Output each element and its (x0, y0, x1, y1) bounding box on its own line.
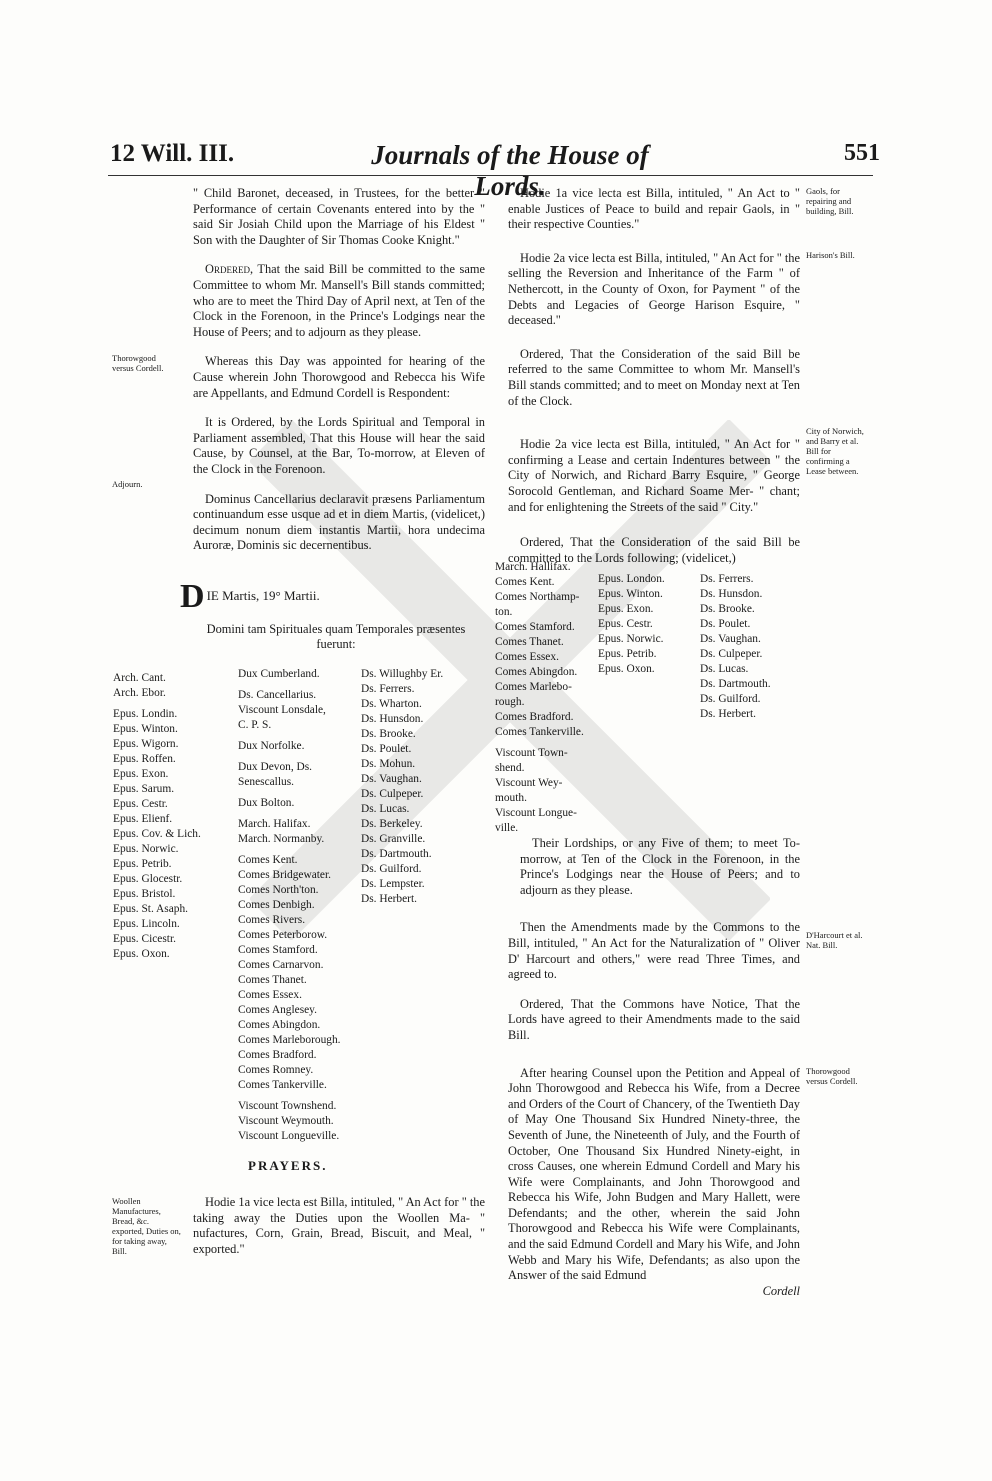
paragraph: Hodie 1a vice lecta est Billa, intituled, " An Act for " the taking away the Duties upon the Woollen Ma- " nufactures, Corn, Grain, Bread, Biscuit, and Meal, " exported." (193, 1195, 485, 1256)
lord-name: rough. (495, 696, 525, 708)
drop-cap: D (180, 578, 205, 615)
lord-name: Ds. Poulet. (700, 618, 751, 630)
lord-name: Epus. Exon. (113, 768, 169, 780)
paragraph-text: That the Consideration of the said Bill be referred to the same Committee to whom Mr. Mansell's Bill stands committed; and to meet on Monday next at Ten of the Clock. (508, 346, 801, 408)
lord-name: Epus. London. (598, 573, 665, 585)
lord-name: Epus. Elienf. (113, 813, 173, 825)
lord-name: Comes Peterborow. (238, 929, 328, 941)
ordered-lead: Ordered, (520, 535, 564, 550)
catchword: Cordell (762, 1283, 800, 1298)
lord-name: Epus. Cestr. (598, 618, 653, 630)
lord-name: Epus. Winton. (113, 723, 178, 735)
margin-note: Woollen Manufactures, Bread, &c. exported, Duties on, for taking away, Bill. (112, 1196, 181, 1256)
paragraph: Whereas this Day was appointed for hearing of the Cause wherein John Thorowgood and Rebecca his Wife are Appellants, and Edmund Cordell is Respondent: (193, 354, 485, 400)
lord-name: Epus. Oxon. (598, 663, 655, 675)
lord-name: March. Hallifax. (495, 561, 571, 573)
lord-name: March. Normanby. (238, 833, 325, 845)
paragraph-text: That the Commons have Notice, That the Lords have agreed to their Amendments made to the said Bill. (508, 996, 801, 1042)
paragraph: Their Lordships, or any Five of them; to meet To-morrow, at Ten of the Clock in the Forenoon, in the Prince's Lodgings near the House of Peers; and to adjourn as they please. (520, 836, 800, 897)
lord-name: Comes Romney. (238, 1064, 314, 1076)
lord-name: Ds. Dartmouth. (700, 678, 771, 690)
lord-name: Viscount Longueville. (238, 1130, 340, 1142)
lord-name: Comes Thanet. (495, 636, 564, 648)
lord-name: Ds. Lempster. (361, 878, 425, 890)
margin-note: Gaols, for repairing and building, Bill. (806, 186, 854, 216)
lord-name: Ds. Guilford. (361, 863, 422, 875)
paragraph: Hodie 1a vice lecta est Billa, intituled, " An Act to " enable Justices of Peace to build and repair Gaols, in " their respective Counties." (508, 186, 800, 232)
lord-name: Comes Tankerville. (238, 1079, 327, 1091)
lord-name: Comes Stamford. (238, 944, 318, 956)
lord-name: Epus. Roffen. (113, 753, 176, 765)
paragraph: Hodie 2a vice lecta est Billa, intituled, " An Act for " the selling the Reversion and Inheritance of the Farm " of Nethercott, in the County of Oxon, for Payment " of the Debts and Legacies of George Harison Esquire, " deceased." (508, 250, 800, 328)
lord-name: Epus. Londin. (113, 708, 178, 720)
paragraph-text: by the Lords Spiritual and Temporal in Parliament assembled, That this House will hear the said Cause, by Counsel, at the Bar, To-morrow, at Eleven of the Clock in the Forenoon. (193, 415, 485, 476)
left-column-bottom (193, 1195, 485, 1271)
lord-name: Ds. Willughby Er. (361, 668, 444, 680)
ordered-lead: It is Ordered, (205, 415, 275, 430)
die-heading (180, 578, 480, 615)
lord-name: Epus. Norwic. (113, 843, 179, 855)
lord-name: Epus. Bristol. (113, 888, 176, 900)
lord-name: Epus. Glocestr. (113, 873, 183, 885)
lord-name: Comes Essex. (495, 651, 559, 663)
lord-name: Ds. Dartmouth. (361, 848, 432, 860)
lords-present-list-2 (238, 667, 363, 1144)
regnal-year: 12 Will. III. (110, 140, 235, 167)
lord-name: Comes Bradford. (238, 1049, 317, 1061)
lord-name: Comes Rivers. (238, 914, 306, 926)
lord-name: Ds. Granville. (361, 833, 426, 845)
lord-name: Arch. Cant. (113, 672, 166, 684)
lord-name: Epus. Norwic. (598, 633, 664, 645)
header-rule (108, 175, 873, 176)
committee-list-2 (598, 572, 698, 677)
lord-name: Epus. Cov. & Lich. (113, 828, 201, 840)
lord-name: Comes North'ton. (238, 884, 319, 896)
lords-present-list-1 (113, 671, 238, 962)
lord-name: March. Halifax. (238, 818, 311, 830)
paragraph: Then the Amendments made by the Commons to the Bill, intituled, " An Act for the Naturalization of " Oliver D' Harcourt and others," were read Three Times, and agreed to. (508, 920, 800, 982)
margin-note: Harison's Bill. (806, 250, 855, 260)
lord-name: Viscount Lonsdale, (238, 704, 326, 716)
lord-name: Epus. St. Asaph. (113, 903, 188, 915)
lords-present-list-3 (361, 667, 486, 907)
right-column-lower (508, 836, 800, 1299)
lord-name: Comes Bradford. (495, 711, 574, 723)
lord-name: Ds. Ferrers. (361, 683, 415, 695)
page-number: 551 (844, 140, 880, 166)
margin-note: Adjourn. (112, 479, 143, 489)
lord-name: Ds. Vaughan. (700, 633, 761, 645)
lord-name: Epus. Lincoln. (113, 918, 180, 930)
lord-name: Epus. Petrib. (113, 858, 172, 870)
lord-name: Ds. Poulet. (361, 743, 412, 755)
lord-name: Comes Abingdon. (238, 1019, 321, 1031)
lord-name: Ds. Cancellarius. (238, 689, 317, 701)
lord-name: Comes Marlebo- (495, 681, 572, 693)
lord-name: Ds. Culpeper. (700, 648, 763, 660)
lord-name: Epus. Petrib. (598, 648, 657, 660)
paragraph: After hearing Counsel upon the Petition and Appeal of John Thorowgood and Rebecca his Wife, from a Decree and Orders of the Court of Chancery, of the Twentieth Day of May One Thousand Six Hundred Ninety-three, the Seventh of June, the Nineteenth of July, and the Fourth of October, One Thousand Six Hundred Ninety-eight, in cross Causes, one wherein Edmund Cordell and Mary his Wife were Complainants, and John Thorowgood and Rebecca his Wife, John Budgen and Mary Hallett, were Defendants; and the other, wherein the said John Thorowgood and Rebecca his Wife were Complainants, and the said Edmund Cordell and Mary his Wife, and John Webb and Mary his Wife, Defendants; as also upon the Answer of the said Edmund (508, 1065, 800, 1283)
lord-name: Dux Bolton. (238, 797, 295, 809)
paragraph-text: That the said Bill be committed to the same Committee to whom Mr. Mansell's Bill stands committed; who are to meet the Third Day of April next, at Ten of the Clock in the Forenoon, in the Prince's Lodgings near the House of Peers; and to adjourn as they please. (193, 262, 486, 339)
lord-name: Viscount Townshend. (238, 1100, 337, 1112)
paragraph (508, 997, 800, 1044)
lord-name: Ds. Berkeley. (361, 818, 423, 830)
lord-name: ton. (495, 606, 513, 618)
lord-name: Dux Norfolke. (238, 740, 305, 752)
lord-name: Viscount Wey- (495, 777, 563, 789)
lord-name: Comes Essex. (238, 989, 302, 1001)
lord-name: Epus. Cestr. (113, 798, 168, 810)
ordered-lead: Ordered, (205, 262, 254, 277)
committee-list-1 (495, 560, 600, 836)
lord-name: Ds. Herbert. (361, 893, 417, 905)
paragraph (193, 262, 485, 340)
lord-name: Epus. Oxon. (113, 948, 170, 960)
lord-name: Arch. Ebor. (113, 687, 166, 699)
lord-name: Comes Marleborough. (238, 1034, 341, 1046)
lord-name: Comes Northamp- (495, 591, 580, 603)
lord-name: Viscount Weymouth. (238, 1115, 334, 1127)
lord-name: Viscount Town- (495, 747, 568, 759)
lord-name: Epus. Exon. (598, 603, 654, 615)
lord-name: Ds. Brooke. (700, 603, 755, 615)
lord-name: Ds. Guilford. (700, 693, 761, 705)
lord-name: Epus. Winton. (598, 588, 663, 600)
lord-name: Comes Denbigh. (238, 899, 315, 911)
paragraph (508, 347, 800, 409)
lord-name: Senescallus. (238, 776, 294, 788)
lord-name: Comes Stamford. (495, 621, 575, 633)
lord-name: Viscount Longue- (495, 807, 577, 819)
lord-name: Ds. Herbert. (700, 708, 756, 720)
lord-name: Comes Carnarvon. (238, 959, 324, 971)
die-text: IE Martis, 19° Martii. (206, 588, 320, 603)
lord-name: Ds. Hunsdon. (700, 588, 763, 600)
prayers-heading: PRAYERS. (248, 1158, 328, 1173)
lord-name: Epus. Cicestr. (113, 933, 176, 945)
lord-name: Comes Thanet. (238, 974, 307, 986)
lord-name: Ds. Wharton. (361, 698, 422, 710)
lord-name: Epus. Wigorn. (113, 738, 179, 750)
lord-name: Ds. Mohun. (361, 758, 416, 770)
margin-note: Thorowgood versus Cordell. (806, 1066, 858, 1086)
lord-name: Comes Anglesey. (238, 1004, 317, 1016)
right-column (508, 186, 800, 580)
lord-name: Comes Kent. (495, 576, 555, 588)
committee-list-3 (700, 572, 800, 722)
lord-name: shend. (495, 762, 525, 774)
paragraph: " Child Baronet, deceased, in Trustees, for the better " Performance of certain Covenants entered into by the " said Sir Josiah Child upon the Marriage of his Eldest " Son with the Daughter of Sir Thomas Cooke Knight." (193, 186, 485, 247)
left-column (193, 186, 485, 568)
lord-name: C. P. S. (238, 719, 272, 731)
lord-name: Comes Kent. (238, 854, 298, 866)
lord-name: Comes Abingdon. (495, 666, 578, 678)
lord-name: Ds. Lucas. (700, 663, 749, 675)
paragraph-text: That the Consideration of the said Bill be committed to the Lords following; (videlicet,) (508, 535, 801, 565)
ordered-lead: Ordered, (520, 346, 564, 361)
margin-note: Thorowgood versus Cordell. (112, 353, 164, 373)
lord-name: Comes Bridgewater. (238, 869, 332, 881)
paragraph: Dominus Cancellarius declaravit præsens Parliamentum continuandum esse usque ad et in diem Martis, (videlicet,) decimum nonum diem instantis Martii, hora undecima Auroræ, Dominis sic decernentibus. (193, 491, 485, 553)
domini-line: Domini tam Spirituales quam Temporales præsentes fuerunt: (206, 622, 466, 651)
lord-name: Epus. Sarum. (113, 783, 175, 795)
lord-name: ville. (495, 822, 519, 834)
lord-name: Ds. Hunsdon. (361, 713, 424, 725)
margin-note: City of Norwich, and Barry et al. Bill for confirming a Lease between. (806, 426, 864, 476)
lord-name: Ds. Lucas. (361, 803, 410, 815)
lord-name: Ds. Vaughan. (361, 773, 422, 785)
margin-note: D'Harcourt et al. Nat. Bill. (806, 930, 863, 950)
lord-name: Dux Devon, Ds. (238, 761, 313, 773)
lord-name: mouth. (495, 792, 527, 804)
lord-name: Ds. Culpeper. (361, 788, 424, 800)
paragraph: Hodie 2a vice lecta est Billa, intituled, " An Act for " confirming a Lease and certain Indentures between " the City of Norwich, and Richard Barry Esquire, " George Sorocold Gentleman, and Richard Soame Mer- " chant; and for enlightening the Streets of the said " City." (508, 437, 800, 514)
journal-title: Journals of the House of Lords. (371, 140, 649, 201)
lord-name: Comes Tankerville. (495, 726, 584, 738)
lord-name: Ds. Ferrers. (700, 573, 754, 585)
lord-name: Ds. Brooke. (361, 728, 416, 740)
lord-name: Dux Cumberland. (238, 668, 320, 680)
paragraph (193, 415, 485, 477)
ordered-lead: Ordered, (520, 996, 564, 1011)
